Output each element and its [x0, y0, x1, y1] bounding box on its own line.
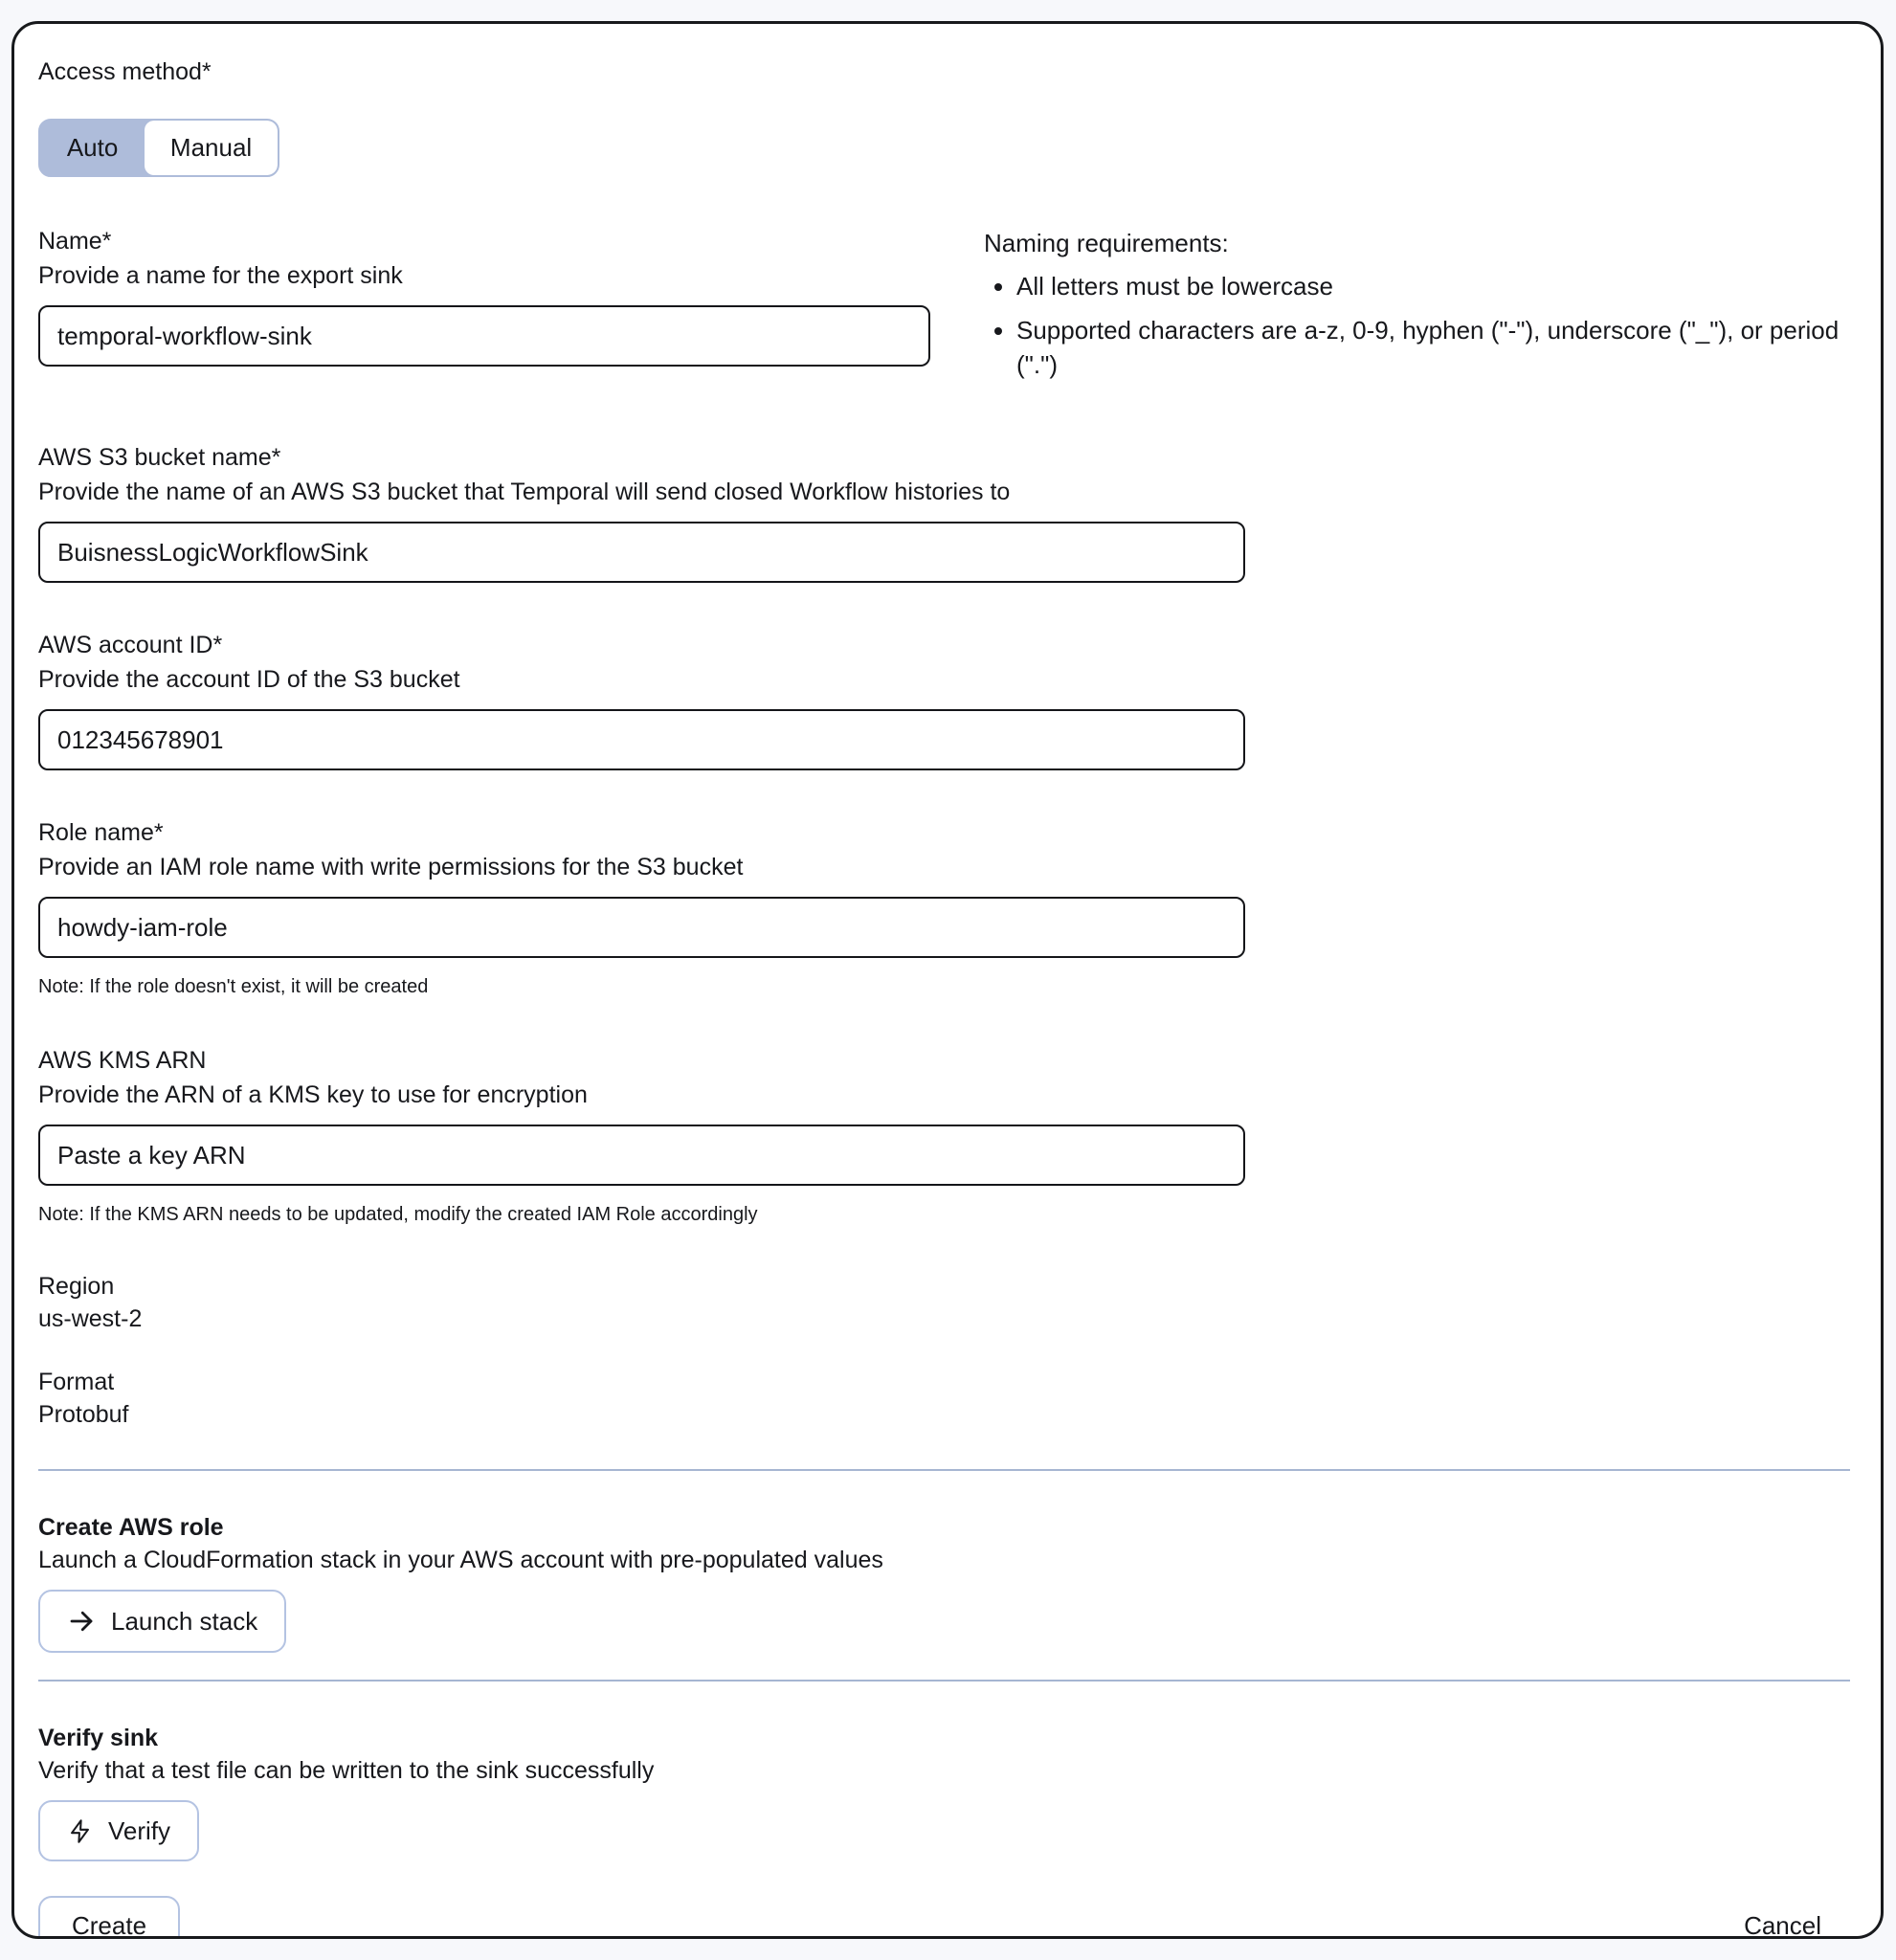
account-id-input[interactable] [38, 709, 1245, 770]
naming-requirements-list [984, 269, 1850, 382]
region-group [38, 1272, 1850, 1333]
verify-sink-title: Verify sink [38, 1725, 159, 1751]
create-aws-role-description: Launch a CloudFormation stack in your AWS account with pre-populated values [38, 1547, 883, 1573]
form-footer [38, 1896, 1850, 1939]
s3-bucket-input[interactable] [38, 522, 1245, 583]
s3-bucket-description: Provide the name of an AWS S3 bucket that Temporal will send closed Workflow histories to [38, 479, 1011, 505]
section-divider [38, 1680, 1850, 1682]
kms-arn-field-group [38, 1046, 1850, 1226]
kms-arn-note: Note: If the KMS ARN needs to be updated, modify the created IAM Role accordingly [38, 1204, 758, 1225]
s3-bucket-field-group [38, 443, 1850, 583]
create-button-label: Create [72, 1910, 147, 1939]
account-id-description: Provide the account ID of the S3 bucket [38, 666, 460, 693]
role-name-description: Provide an IAM role name with write permissions for the S3 bucket [38, 854, 744, 880]
access-method-option-manual[interactable]: Manual [145, 121, 278, 175]
format-group [38, 1368, 1850, 1429]
account-id-label: AWS account ID* [38, 632, 223, 658]
lightning-icon [67, 1818, 93, 1844]
name-input[interactable] [38, 305, 930, 367]
cancel-button[interactable]: Cancel [1744, 1910, 1821, 1939]
verify-button[interactable] [38, 1800, 199, 1861]
naming-requirements-title: Naming requirements: [984, 229, 1229, 257]
launch-stack-button-label: Launch stack [111, 1606, 258, 1636]
s3-bucket-label: AWS S3 bucket name* [38, 444, 281, 471]
region-label: Region [38, 1273, 115, 1300]
access-method-label: Access method* [38, 58, 212, 85]
name-label: Name* [38, 228, 112, 255]
create-aws-role-section [38, 1513, 1850, 1653]
role-name-note: Note: If the role doesn't exist, it will be created [38, 976, 429, 997]
naming-requirement-item: • All letters must be lowercase [1016, 269, 1850, 303]
arrow-right-icon [67, 1607, 96, 1636]
create-aws-role-title: Create AWS role [38, 1514, 224, 1541]
section-divider [38, 1469, 1850, 1471]
launch-stack-button[interactable] [38, 1590, 286, 1653]
verify-button-label: Verify [108, 1815, 171, 1845]
role-name-input[interactable] [38, 897, 1245, 958]
role-name-field-group [38, 818, 1850, 998]
verify-sink-section [38, 1724, 1850, 1861]
name-description: Provide a name for the export sink [38, 262, 403, 289]
account-id-field-group [38, 631, 1850, 770]
naming-requirements [984, 227, 1850, 391]
naming-requirement-item: • Supported characters are a-z, 0-9, hyphen ("-"), underscore ("_"), or period (".") [1016, 313, 1850, 382]
create-button[interactable] [38, 1896, 180, 1939]
verify-sink-description: Verify that a test file can be written to the sink successfully [38, 1757, 655, 1784]
region-value: us-west-2 [38, 1305, 143, 1332]
format-value: Protobuf [38, 1401, 129, 1428]
name-field-group [38, 227, 930, 367]
kms-arn-description: Provide the ARN of a KMS key to use for encryption [38, 1081, 588, 1108]
export-sink-form-card [11, 21, 1884, 1939]
access-method-toggle [38, 119, 279, 177]
access-method-option-auto[interactable]: Auto [40, 121, 145, 175]
kms-arn-label: AWS KMS ARN [38, 1047, 207, 1074]
format-label: Format [38, 1369, 115, 1395]
kms-arn-input[interactable] [38, 1125, 1245, 1186]
role-name-label: Role name* [38, 819, 164, 846]
